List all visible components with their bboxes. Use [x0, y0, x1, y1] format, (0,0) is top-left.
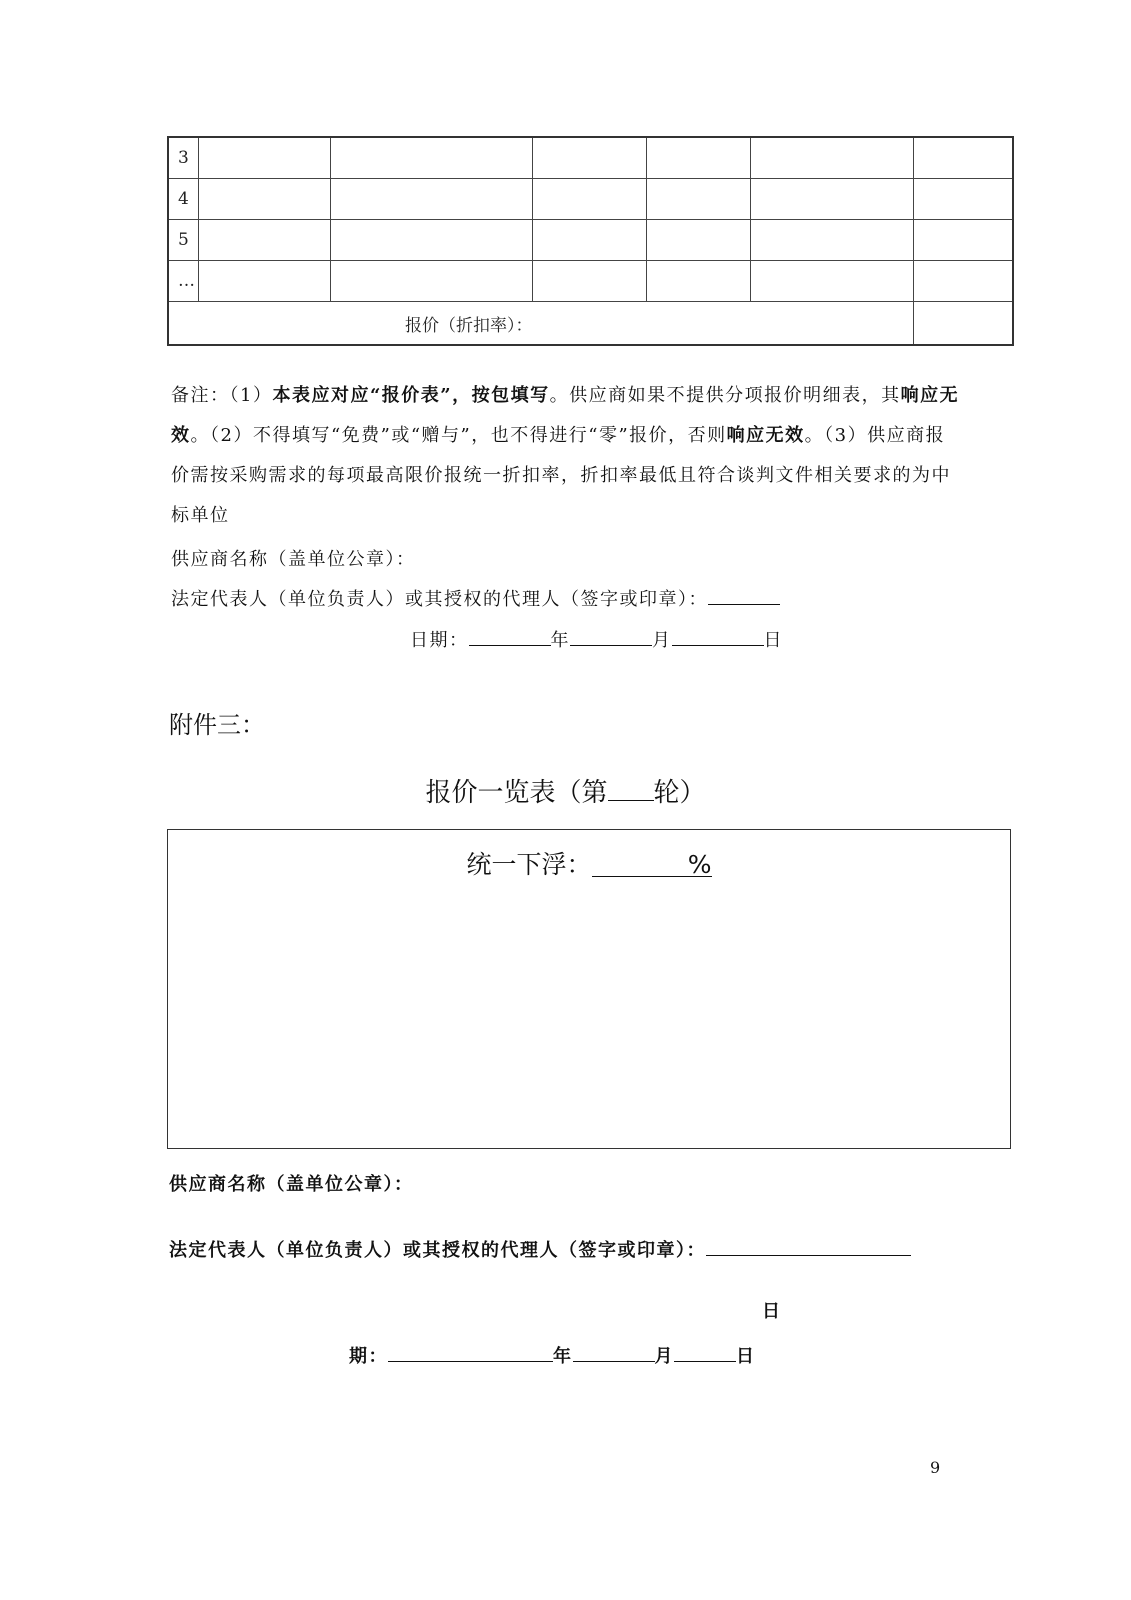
table-row [168, 137, 1013, 179]
table-row [168, 261, 1013, 302]
page-number: 9 [930, 1458, 941, 1477]
row-number: 3 [168, 137, 198, 179]
day-blank[interactable] [672, 627, 764, 646]
date-line-2: 期： 年 月 日 [349, 1342, 756, 1368]
signature-blank-2[interactable] [706, 1237, 911, 1256]
float-rate-line: 统一下浮： % [466, 850, 712, 879]
supplier-name-line: 供应商名称（盖单位公章）： [171, 549, 416, 570]
total-value-cell[interactable] [913, 302, 1013, 346]
year-blank-2[interactable] [388, 1343, 553, 1362]
price-detail-table [167, 136, 1014, 346]
quotation-box [167, 829, 1011, 1149]
remarks: 备注：（1）本表应对应“报价表”，按包填写。供应商如果不提供分项报价明细表，其响应无效。（2）不得填写“免费”或“赠与”，也不得进行“零”报价，否则响应无效。（3）供应商报价需按采购需求的每项最高限价报统一折扣率，折扣率最低且符合谈判文件相关要求的为中标单位 [171, 385, 960, 526]
row-number: 5 [168, 220, 198, 261]
table-row [168, 220, 1013, 261]
day-blank-2[interactable] [674, 1343, 736, 1362]
month-blank[interactable] [570, 627, 652, 646]
supplier-name-line-2: 供应商名称（盖单位公章）： [169, 1174, 414, 1195]
date-line: 日期： 年 月 日 [410, 626, 783, 652]
year-blank[interactable] [469, 627, 551, 646]
legal-rep-line: 法定代表人（单位负责人）或其授权的代理人（签字或印章）： [171, 585, 780, 611]
table-total-row [168, 302, 1013, 346]
round-blank[interactable] [608, 776, 654, 801]
attachment-heading: 附件三： [169, 711, 265, 739]
row-number: … [168, 261, 198, 302]
legal-rep-line-2: 法定代表人（单位负责人）或其授权的代理人（签字或印章）： [169, 1236, 911, 1262]
month-blank-2[interactable] [573, 1343, 655, 1362]
float-rate-blank[interactable]: % [592, 850, 712, 877]
signature-blank[interactable] [708, 586, 780, 605]
form-title: 报价一览表（第 轮） [425, 778, 706, 808]
row-number: 4 [168, 179, 198, 220]
total-label: 报价（折扣率）： [168, 302, 913, 346]
table-row [168, 179, 1013, 220]
date-ri: 日 [762, 1301, 782, 1322]
